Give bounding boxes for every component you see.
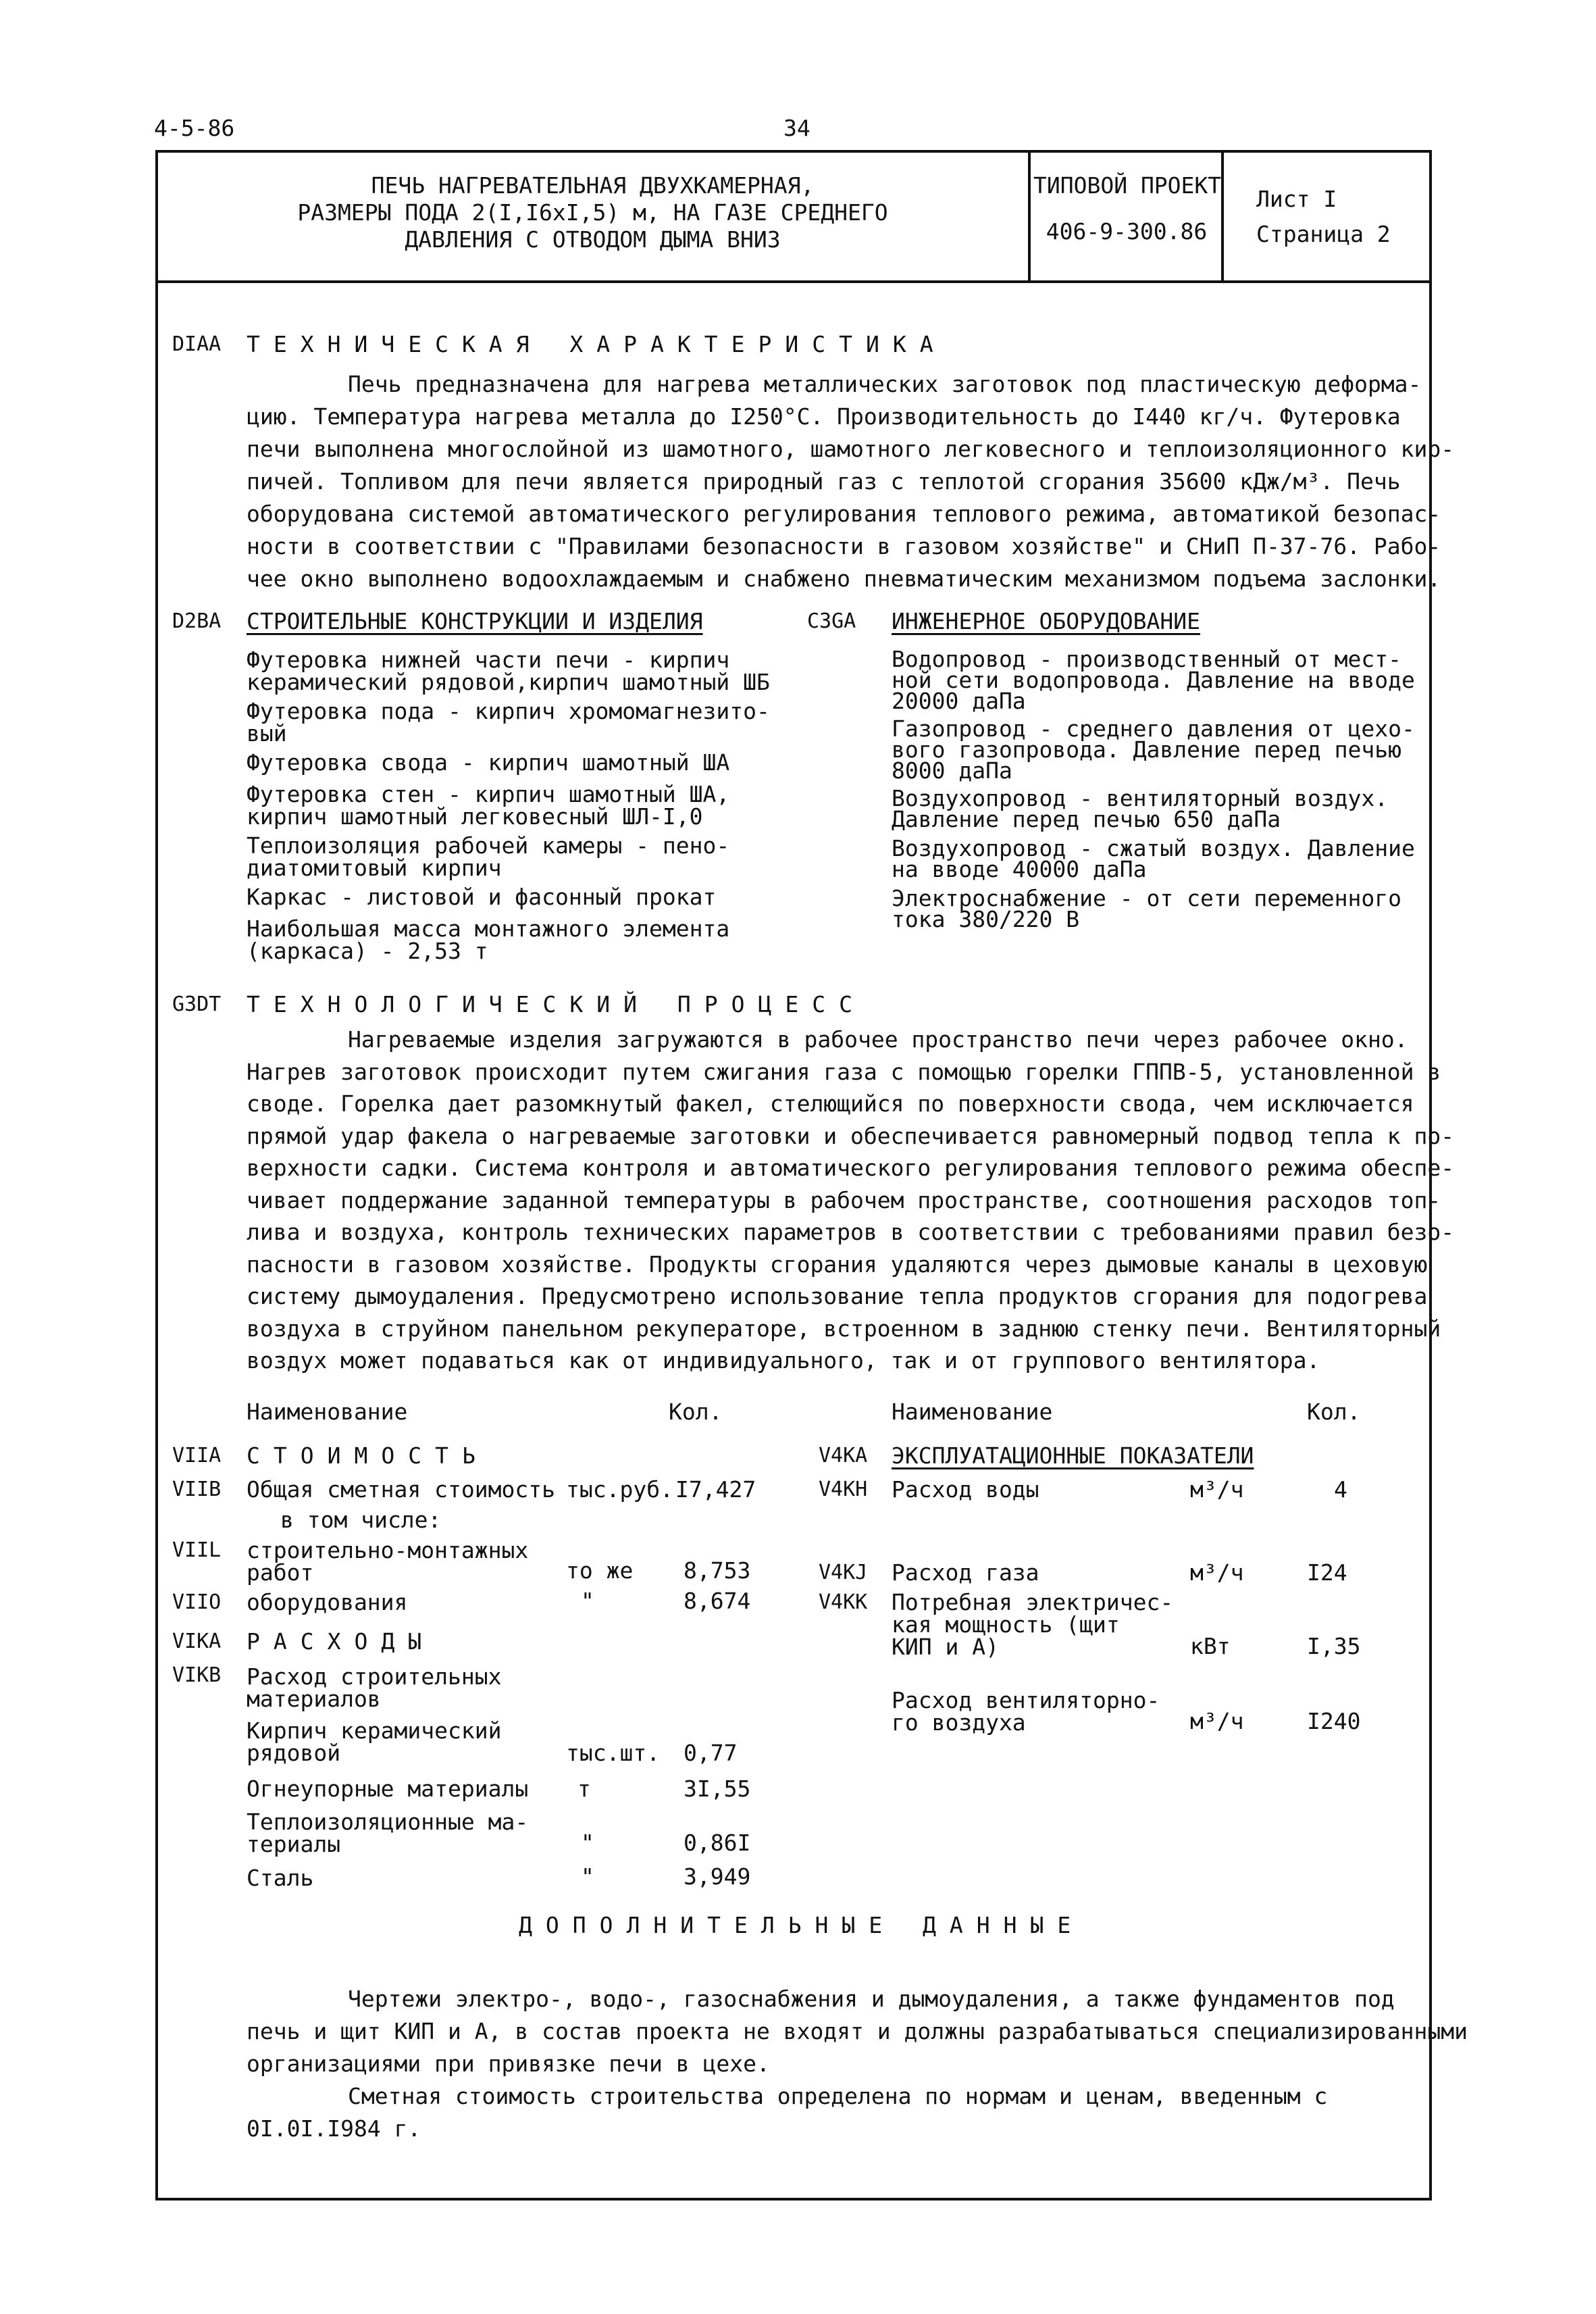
list-item-line: Газопровод - среднего давления от цехо- <box>892 715 1415 742</box>
column-header-qty: Кол. <box>669 1399 723 1425</box>
text-line: печь и щит КИП и А, в состав проекта не входят и должны разрабатываться специализированными <box>247 2018 1468 2044</box>
list-item-line: Наибольшая масса монтажного элемента <box>247 915 730 942</box>
column-header-name: Наименование <box>247 1399 408 1425</box>
text-line: организациями при привязке печи в цехе. <box>247 2051 770 2077</box>
project-number: 406-9-300.86 <box>1046 218 1208 245</box>
text-line: верхности садки. Система контроля и автоматического регулирования теплового режима обеспе- <box>247 1155 1455 1181</box>
section-code: D2BA <box>172 609 222 633</box>
name-line: Расход строительных <box>247 1663 502 1690</box>
value-cell: I24 <box>1307 1559 1347 1586</box>
column-header-name: Наименование <box>892 1399 1053 1425</box>
name-line: Кирпич керамический <box>247 1717 502 1744</box>
list-item <box>247 917 787 962</box>
table-row <box>892 1689 1160 1734</box>
engineering-heading: ИНЖЕНЕРНОЕ ОБОРУДОВАНИЕ <box>892 608 1200 634</box>
text-line: систему дымоудаления. Предусмотрено использование тепла продуктов сгорания для подогрева <box>247 1283 1428 1309</box>
table-row-name: Огнеупорные материалы <box>247 1776 529 1802</box>
table-row <box>247 1811 528 1855</box>
cost-construction-value: 8,753 <box>684 1557 751 1584</box>
list-item-line: Футеровка стен - кирпич шамотный ША, <box>247 781 730 807</box>
value-cell: I240 <box>1307 1708 1361 1734</box>
name-line: Расход вентиляторно- <box>892 1687 1160 1713</box>
cost-equipment-value: 8,674 <box>684 1588 751 1614</box>
list-item-line: Электроснабжение - от сети переменного <box>892 885 1401 911</box>
section-code: VIKA <box>172 1630 222 1653</box>
row-code: V4KK <box>819 1590 868 1614</box>
document-code: 4-5-86 <box>154 115 235 141</box>
row-code: VIIB <box>172 1478 222 1501</box>
unit-cell: м³/ч <box>1190 1708 1244 1734</box>
value-cell: 0,86I <box>684 1830 751 1856</box>
row-code: VIKB <box>172 1663 222 1687</box>
list-item-line: Теплоизоляция рабочей камеры - пено- <box>247 832 730 859</box>
text-line: своде. Горелка дает разомкнутый факел, стелющийся по поверхности свода, чем исключается <box>247 1090 1414 1117</box>
project-box <box>1033 172 1220 245</box>
page-label: Страница 2 <box>1256 221 1391 247</box>
list-item <box>892 835 1425 882</box>
text-line: воздуха в струйном панельном рекуператоре, встроенном в заднюю стенку печи. Вентиляторный <box>247 1315 1441 1342</box>
additional-text <box>247 1983 1468 2145</box>
list-item-line: Футеровка свода - кирпич шамотный ША <box>247 749 730 776</box>
list-item-line: кирпич шамотный легковесный ШЛ-I,0 <box>247 803 703 830</box>
list-item-line: Воздухопровод - вентиляторный воздух. <box>892 785 1389 811</box>
unit-cell: " <box>581 1863 594 1890</box>
unit-cell: кВт <box>1190 1633 1231 1659</box>
row-code: V4KH <box>819 1478 868 1501</box>
list-item-line: ной сети водопровода. Давление на вводе <box>892 667 1415 693</box>
list-item-line: Давление перед печью 650 даПа <box>892 806 1281 832</box>
list-item-line: Водопровод - производственный от мест- <box>892 646 1401 672</box>
list-item <box>247 700 787 745</box>
text-line: ности в соответствии с "Правилами безопасности в газовом хозяйстве" и СНиП П-37-76. Рабо- <box>247 533 1441 559</box>
unit-cell: м³/ч <box>1190 1559 1244 1586</box>
sheet-box <box>1256 186 1391 248</box>
tech-description <box>247 368 1455 595</box>
header-col-divider-1 <box>1028 150 1031 282</box>
text-line: воздух может подаваться как от индивидуального, так и от группового вентилятора. <box>247 1347 1320 1374</box>
additional-heading: ДОПОЛНИТЕЛЬНЫЕ ДАННЫЕ <box>519 1912 1085 1938</box>
list-item <box>892 785 1425 832</box>
text-line: печи выполнена многослойной из шамотного, шамотного легковесного и теплоизоляционного кир- <box>247 436 1455 462</box>
name-line: кая мощность (щит <box>892 1611 1120 1638</box>
section-code: VIIA <box>172 1444 222 1467</box>
text-line: пичей. Топливом для печи является природный газ с теплотой сгорания 35600 кДж/м³. Печь <box>247 468 1401 495</box>
process-description <box>247 1024 1455 1377</box>
cost-equipment-name: оборудования <box>247 1589 408 1615</box>
construction-list <box>247 649 787 962</box>
header-title-line: ПЕЧЬ НАГРЕВАТЕЛЬНАЯ ДВУХКАМЕРНАЯ, <box>371 172 815 199</box>
text-line: чее окно выполнено водоохлаждаемым и снабжено пневматическим механизмом подъема заслонки. <box>247 565 1441 592</box>
cost-total-unit: тыс.руб. <box>566 1476 673 1503</box>
unit-cell: т <box>577 1776 591 1802</box>
list-item-line: диатомитовый кирпич <box>247 855 502 881</box>
name-line: КИП и А) <box>892 1634 999 1660</box>
name-line: рядовой <box>247 1740 341 1766</box>
text-line: чивает поддержание заданной температуры в рабочем пространстве, соотношения расходов топ- <box>247 1186 1441 1213</box>
text-line: Чертежи электро-, водо-, газоснабжения и дымоудаления, а также фундаментов под <box>348 1986 1395 2012</box>
header-col-divider-2 <box>1221 150 1224 282</box>
sheet-number: Лист I <box>1256 186 1337 212</box>
including-label: в том числе: <box>280 1507 442 1533</box>
list-item-line: Футеровка пода - кирпич хромомагнезито- <box>247 698 770 724</box>
header-divider <box>155 280 1432 283</box>
text-line: прямой удар факела о нагреваемые заготовки и обеспечивается равномерный подвод тепла к по- <box>247 1122 1455 1149</box>
text-line: пасности в газовом хозяйстве. Продукты сгорания удаляются через дымовые каналы в цеховую <box>247 1251 1428 1278</box>
list-item <box>247 751 787 774</box>
cost-total-name: Общая сметная стоимость <box>247 1476 555 1503</box>
list-item-line: Футеровка нижней части печи - кирпич <box>247 647 730 673</box>
value-cell: 3,949 <box>684 1863 751 1890</box>
table-row-name: Расход газа <box>892 1559 1039 1586</box>
name-line: го воздуха <box>892 1709 1026 1736</box>
header-title-line: ДАВЛЕНИЯ С ОТВОДОМ ДЫМА ВНИЗ <box>405 226 781 253</box>
text-line: оборудована системой автоматического регулирования теплового режима, автоматикой безопас- <box>247 501 1441 527</box>
process-heading: ТЕХНОЛОГИЧЕСКИЙ ПРОЦЕСС <box>247 991 866 1017</box>
text-line: Сметная стоимость строительства определена по нормам и ценам, введенным с <box>348 2083 1328 2109</box>
name-line: Потребная электричес- <box>892 1589 1174 1615</box>
table-row-name: Расход воды <box>892 1476 1039 1503</box>
list-item <box>892 715 1425 784</box>
header-title-line: РАЗМЕРЫ ПОДА 2(I,I6xI,5) м, НА ГАЗЕ СРЕДНЕГО <box>297 199 888 226</box>
text-line: 0I.0I.I984 г. <box>247 2115 421 2142</box>
expenses-heading: РАСХОДЫ <box>247 1628 436 1655</box>
column-header-qty: Кол. <box>1307 1399 1361 1425</box>
operation-heading: ЭКСПЛУАТАЦИОННЫЕ ПОКАЗАТЕЛИ <box>892 1442 1254 1469</box>
list-item-line: (каркаса) - 2,53 т <box>247 938 488 964</box>
expenses-materials-name <box>247 1665 502 1710</box>
value-cell: 0,77 <box>684 1740 738 1766</box>
engineering-list <box>892 646 1425 932</box>
list-item-line: 20000 даПа <box>892 688 1026 714</box>
text-line: Нагреваемые изделия загружаются в рабочее пространство печи через рабочее окно. <box>348 1026 1408 1053</box>
cost-heading: СТОИМОСТЬ <box>247 1442 489 1469</box>
unit-cell: " <box>581 1830 594 1856</box>
list-item <box>247 886 787 908</box>
name-line: териалы <box>247 1831 341 1857</box>
text-line: Нагрев заготовок происходит путем сжигания газа с помощью горелки ГППВ-5, установленной в <box>247 1058 1441 1085</box>
section-code: C3GA <box>807 609 856 633</box>
list-item-line: на вводе 40000 даПа <box>892 856 1147 882</box>
list-item <box>247 834 787 879</box>
name-line: Теплоизоляционные ма- <box>247 1809 529 1835</box>
list-item-line: 8000 даПа <box>892 757 1012 784</box>
tech-heading: ТЕХНИЧЕСКАЯ ХАРАКТЕРИСТИКА <box>247 331 947 357</box>
value-cell: 4 <box>1334 1476 1347 1503</box>
list-item <box>247 649 787 693</box>
table-row <box>892 1591 1173 1658</box>
row-code: VIIO <box>172 1590 222 1614</box>
text-line: лива и воздуха, контроль технических параметров в соответствии с требованиями правил безо- <box>247 1219 1455 1245</box>
list-item-line: Воздухопровод - сжатый воздух. Давление <box>892 835 1415 861</box>
row-code: VIIL <box>172 1538 222 1562</box>
header-title <box>162 172 1023 253</box>
section-code: V4KA <box>819 1444 868 1467</box>
page-number: 34 <box>783 115 810 141</box>
row-code: V4KJ <box>819 1561 868 1584</box>
unit-cell: м³/ч <box>1190 1476 1244 1503</box>
name-line: материалов <box>247 1686 381 1712</box>
table-row <box>247 1719 502 1764</box>
name-line: строительно-монтажных <box>247 1537 529 1563</box>
list-item <box>892 885 1425 932</box>
list-item-line: керамический рядовой,кирпич шамотный ШБ <box>247 669 770 695</box>
cost-construction-unit: то же <box>566 1557 634 1584</box>
list-item-line: Каркас - листовой и фасонный прокат <box>247 884 717 910</box>
cost-total-value: I7,427 <box>675 1476 756 1503</box>
value-cell: 3I,55 <box>684 1776 751 1802</box>
unit-cell: тыс.шт. <box>566 1740 661 1766</box>
name-line: работ <box>247 1559 314 1586</box>
section-code: G3DT <box>172 992 222 1016</box>
cost-construction-name <box>247 1539 528 1584</box>
table-row-name: Сталь <box>247 1865 314 1891</box>
list-item <box>892 646 1425 714</box>
text-line: цию. Температура нагрева металла до I250°C. Производительность до I440 кг/ч. Футеровка <box>247 403 1401 430</box>
value-cell: I,35 <box>1307 1633 1361 1659</box>
cost-equipment-unit: " <box>581 1588 594 1614</box>
section-code: DIAA <box>172 332 222 356</box>
list-item <box>247 783 787 828</box>
text-line: Печь предназначена для нагрева металлических заготовок под пластическую деформа- <box>348 371 1422 397</box>
list-item-line: тока 380/220 В <box>892 906 1080 932</box>
construction-heading: СТРОИТЕЛЬНЫЕ КОНСТРУКЦИИ И ИЗДЕЛИЯ <box>247 608 703 634</box>
list-item-line: вого газопровода. Давление перед печью <box>892 736 1401 763</box>
project-label: ТИПОВОЙ ПРОЕКТ <box>1033 172 1222 199</box>
list-item-line: вый <box>247 720 287 747</box>
